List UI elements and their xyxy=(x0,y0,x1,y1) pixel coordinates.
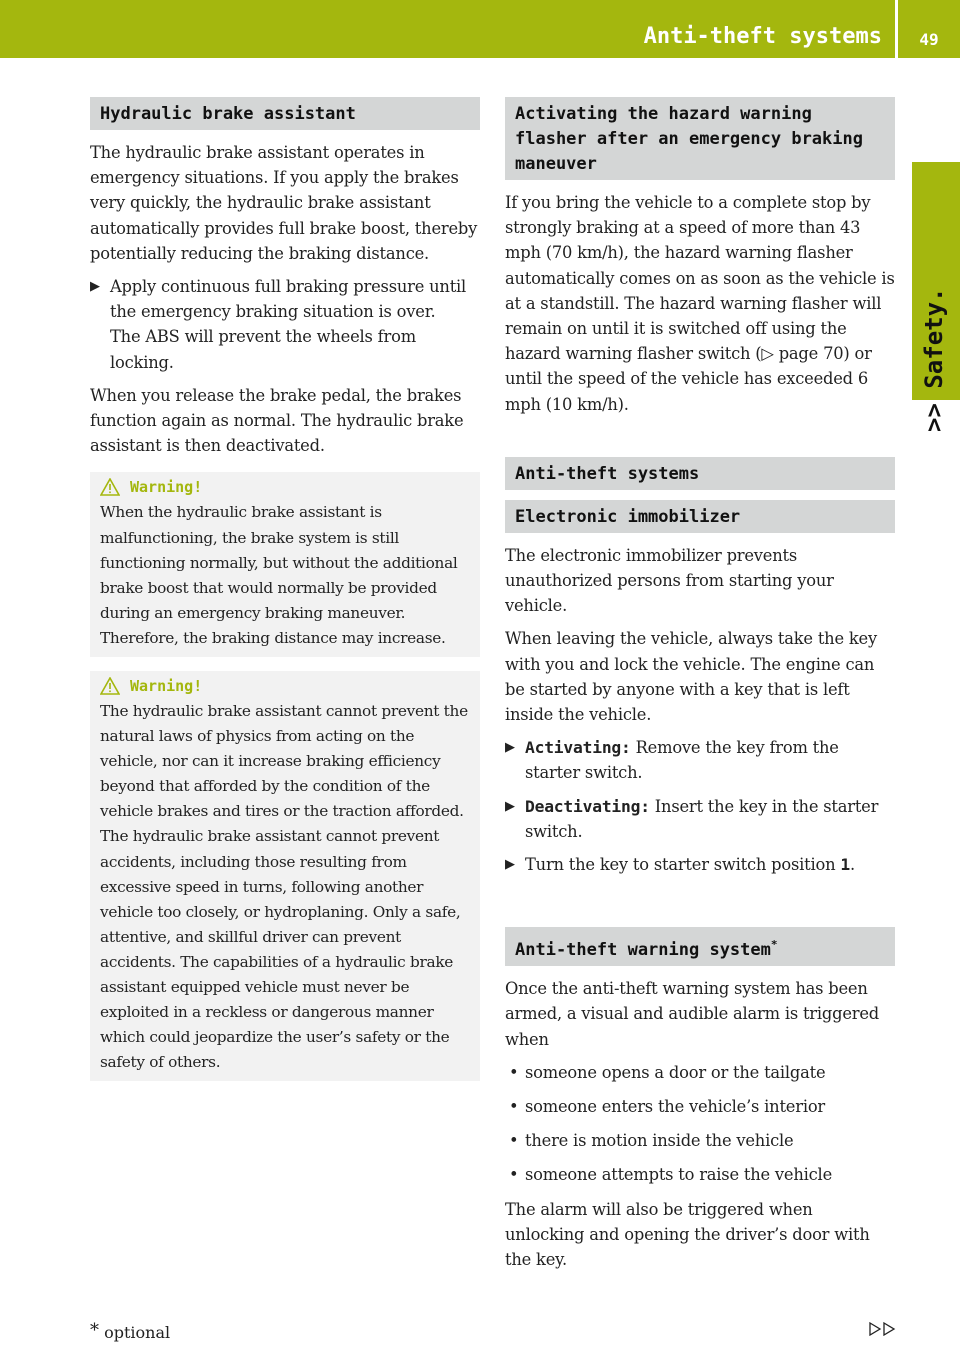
alarm-intro: Once the anti-theft warning system has been armed, a visual and audible alarm is triggered when xyxy=(505,979,880,1049)
step-text: Turn the key to starter switch position xyxy=(525,855,841,875)
switch-position: 1 xyxy=(840,855,850,875)
instruction-step xyxy=(505,735,895,785)
warning-triangle-icon xyxy=(100,478,120,496)
warning-text: The hydraulic brake assistant cannot prevent the natural laws of physics from acting on the vehicle, nor can it increase braking efficiency beyond that afforded by the condition of the vehicle brakes and tires or the traction afforded. The hydraulic brake assistant cannot prevent accidents, including those resulting from excessive speed in turns, following another vehicle too closely, or hydroplaning. Only a safe, attentive, and skillful driver can prevent accidents. The capabilities of a hydraulic brake assistant equipped vehicle must never be exploited in a reckless or dangerous manner which could jeopardize the user’s safety or the safety of others. xyxy=(100,702,468,1072)
right-column xyxy=(505,97,895,1280)
immobilizer-paragraph: The electronic immobilizer prevents unauthorized persons from starting your vehicle. xyxy=(505,545,834,616)
list-item xyxy=(505,1162,895,1187)
step-end: . xyxy=(849,855,855,875)
list-item-text: someone attempts to raise the vehicle xyxy=(525,1165,832,1185)
immobilizer-paragraph: When leaving the vehicle, always take the key with you and lock the vehicle. The engine can be started by anyone with a key that is left inside the vehicle. xyxy=(505,629,877,725)
hazard-paragraph: If you bring the vehicle to a complete stop by strongly braking at a speed of more than 43 mph (70 km/h), the hazard warning flasher automatically comes on as soon as the vehicle is at a standstill. The hazard warning flasher will remain on until it is switched off using the hazard warning flasher switch (▷ page 70) or until the speed of the vehicle has exceeded 6 mph (10 km/h). xyxy=(505,193,895,414)
step-arrow-icon: ▶ xyxy=(505,740,515,756)
footnote-star: * xyxy=(90,1320,99,1341)
instruction-step xyxy=(90,274,480,375)
warning-text: When the hydraulic brake assistant is malfunctioning, the brake system is still functioning normally, but without the additional brake boost that would normally be provided during an emergency braking maneuver. Therefore, the braking distance may increase. xyxy=(100,503,458,647)
step-label: Deactivating: xyxy=(525,796,650,816)
step-arrow-icon: ▶ xyxy=(505,857,515,873)
bullet-icon: • xyxy=(509,1097,519,1117)
continue-arrows-icon xyxy=(868,1322,898,1336)
heading-text: Anti-theft warning system xyxy=(515,940,771,961)
warning-title: Warning! xyxy=(130,478,203,497)
footnote-text: optional xyxy=(104,1323,171,1342)
step-text: Apply continuous full braking pressure until the emergency braking situation is over. xyxy=(110,277,467,322)
page-number: 49 xyxy=(919,30,939,49)
bullet-icon: • xyxy=(509,1062,519,1082)
warning-header xyxy=(100,478,470,496)
bullet-icon: • xyxy=(509,1165,519,1185)
alarm-outro: The alarm will also be triggered when unlocking and opening the driver’s door with the key. xyxy=(505,1199,870,1270)
warning-header xyxy=(100,677,470,695)
heading-hydraulic-brake-assistant: Hydraulic brake assistant xyxy=(90,97,480,130)
warning-triangle-icon xyxy=(100,677,120,695)
left-column xyxy=(90,97,480,1095)
section-title: Anti-theft systems xyxy=(643,24,882,49)
heading-anti-theft-systems: Anti-theft systems xyxy=(505,457,895,490)
list-item-text: someone enters the vehicle’s interior xyxy=(525,1097,826,1117)
step-arrow-icon: ▶ xyxy=(90,279,100,295)
list-item xyxy=(505,1060,895,1085)
heading-anti-theft-warning-system xyxy=(505,927,895,966)
instruction-step xyxy=(505,852,895,877)
heading-electronic-immobilizer: Electronic immobilizer xyxy=(505,500,895,533)
step-note: The ABS will prevent the wheels from locking. xyxy=(110,327,416,372)
list-item-text: there is motion inside the vehicle xyxy=(525,1131,794,1151)
header-divider xyxy=(895,0,898,58)
warning-box xyxy=(90,472,480,657)
warning-title: Warning! xyxy=(130,677,203,695)
instruction-step xyxy=(505,794,895,844)
bullet-icon: • xyxy=(509,1131,519,1151)
footnote xyxy=(90,1320,170,1342)
intro-paragraph: The hydraulic brake assistant operates in emergency situations. If you apply the brakes very quickly, the hydraulic brake assistant automatically provides full brake boost, thereby potentially reducing the braking distance. xyxy=(90,143,478,263)
warning-box xyxy=(90,671,480,1081)
side-chapter-label: >> Safety. xyxy=(920,287,948,432)
release-paragraph: When you release the brake pedal, the brakes function again as normal. The hydraulic brake assistant is then deactivated. xyxy=(90,385,464,456)
optional-mark: * xyxy=(770,938,778,952)
heading-hazard-warning: Activating the hazard warning flasher after an emergency braking maneuver xyxy=(505,97,895,180)
step-text: Remove the key from the starter switch. xyxy=(525,738,839,783)
list-item-text: someone opens a door or the tailgate xyxy=(525,1062,826,1082)
step-arrow-icon: ▶ xyxy=(505,798,515,814)
step-label: Activating: xyxy=(525,738,631,758)
list-item xyxy=(505,1094,895,1119)
step-text: Insert the key in the starter switch. xyxy=(525,796,879,841)
list-item xyxy=(505,1128,895,1153)
